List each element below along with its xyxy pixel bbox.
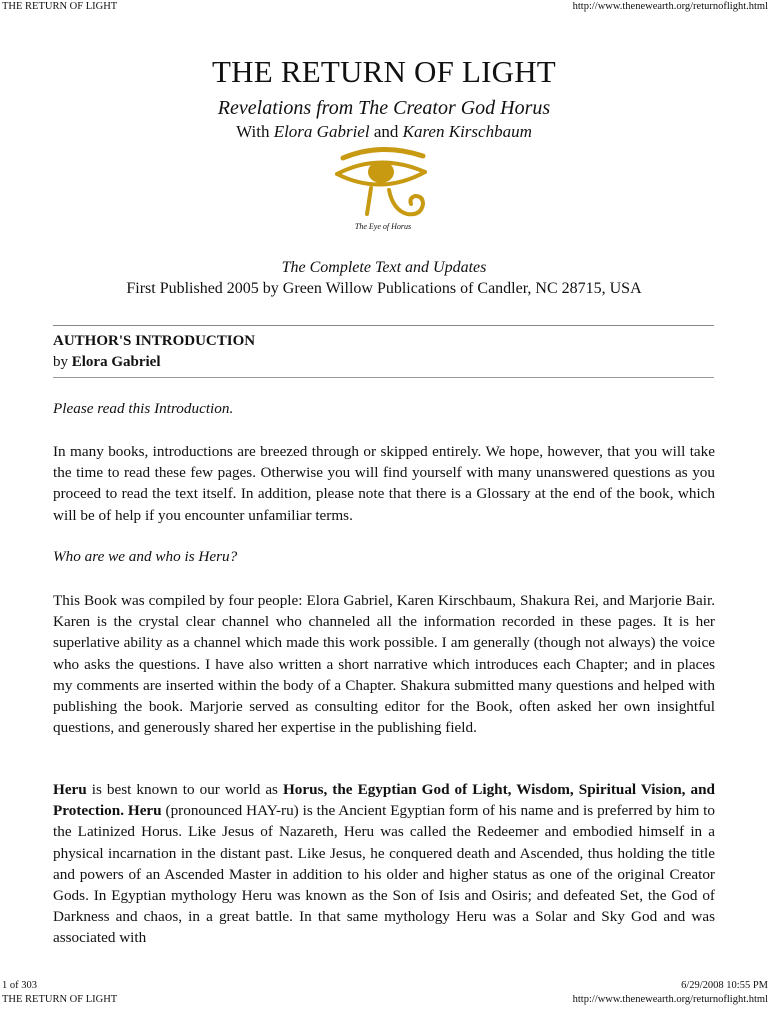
- book-authors: [0, 121, 768, 143]
- book-subtitle: Revelations from The Creator God Horus: [217, 97, 551, 119]
- paragraph-heru: [53, 779, 715, 949]
- and-word: and: [373, 122, 399, 141]
- print-footer-datetime: 6/29/2008 10:55 PM: [681, 980, 768, 991]
- heru-text-1: is best known to our world as: [86, 781, 283, 798]
- print-header-url: http://www.thenewearth.org/returnoflight.html: [572, 1, 768, 12]
- print-footer-page: 1 of 303: [2, 980, 37, 991]
- paragraph-compilers: This Book was compiled by four people: Elora Gabriel, Karen Kirschbaum, Shakura Rei, and Marjorie Bair. Karen is the crystal clear channel who channeled all the information recorded in these pages. It is her superlative ability as a channel which made this work possible. I am generally (though not always) the voice who asks the questions. I have also written a short narrative which introduces each Chapter; and in places my comments are inserted within the body of a Chapter. Shakura submitted many questions and helped with publishing the book. Marjorie served as consulting editor for the Book, often asked her own insightful questions, and generously shared her expertise in the publishing field.: [53, 592, 715, 737]
- by-author: Elora Gabriel: [71, 354, 161, 370]
- complete-text-line: The Complete Text and Updates: [281, 259, 487, 276]
- book-title: THE RETURN OF LIGHT: [212, 54, 556, 89]
- print-footer-title: THE RETURN OF LIGHT: [2, 994, 118, 1005]
- eye-caption: The Eye of Horus: [354, 222, 412, 231]
- print-footer-url: http://www.thenewearth.org/returnoflight.html: [572, 994, 768, 1005]
- author-2: Karen Kirschbaum: [402, 122, 532, 141]
- section-byline: [53, 352, 161, 373]
- with-prefix: With: [236, 122, 270, 141]
- heru-bold-1: Heru: [53, 781, 87, 798]
- paragraph-intro: In many books, introductions are breezed through or skipped entirely. We hope, however, that you will take the time to read these few pages. Otherwise you will find yourself with many unanswered questions as you proceed to read the text itself. In addition, please note that there is a Glossary at the end of the book, which will be of help if you encounter unfamiliar terms.: [53, 443, 715, 524]
- heru-bold-2: Horus, the Egyptian God of Light, Wisdom, Spiritual Vision, and Protection. Heru: [53, 781, 715, 820]
- divider-bottom: [53, 377, 714, 378]
- by-prefix: by: [53, 354, 68, 370]
- eye-of-horus-icon: [331, 144, 435, 222]
- divider-top: [53, 325, 714, 326]
- who-subheading: Who are we and who is Heru?: [53, 548, 238, 565]
- please-read-note: Please read this Introduction.: [53, 400, 234, 417]
- publication-line: First Published 2005 by Green Willow Publications of Candler, NC 28715, USA: [126, 280, 642, 297]
- author-1: Elora Gabriel: [273, 122, 370, 141]
- print-header-title: THE RETURN OF LIGHT: [2, 1, 118, 12]
- heru-text-2: (pronounced HAY-ru) is the Ancient Egyptian form of his name and is preferred by him to the Latinized Horus. Like Jesus of Nazareth, Heru was called the Redeemer and embodied himself in a physical incarnation in the distant past. Like Jesus, he conquered death and Ascended, thus holding the title and powers of an Ascended Master in addition to his older and higher status as one of the original Creator Gods. In Egyptian mythology Heru was known as the Son of Isis and Osiris; and defeated Set, the God of Darkness and chaos, in a great battle. In that same mythology Heru was a Solar and Sky God and was associated with: [53, 802, 715, 947]
- section-heading: AUTHOR'S INTRODUCTION: [53, 333, 256, 349]
- eye-of-horus-figure: [331, 144, 435, 236]
